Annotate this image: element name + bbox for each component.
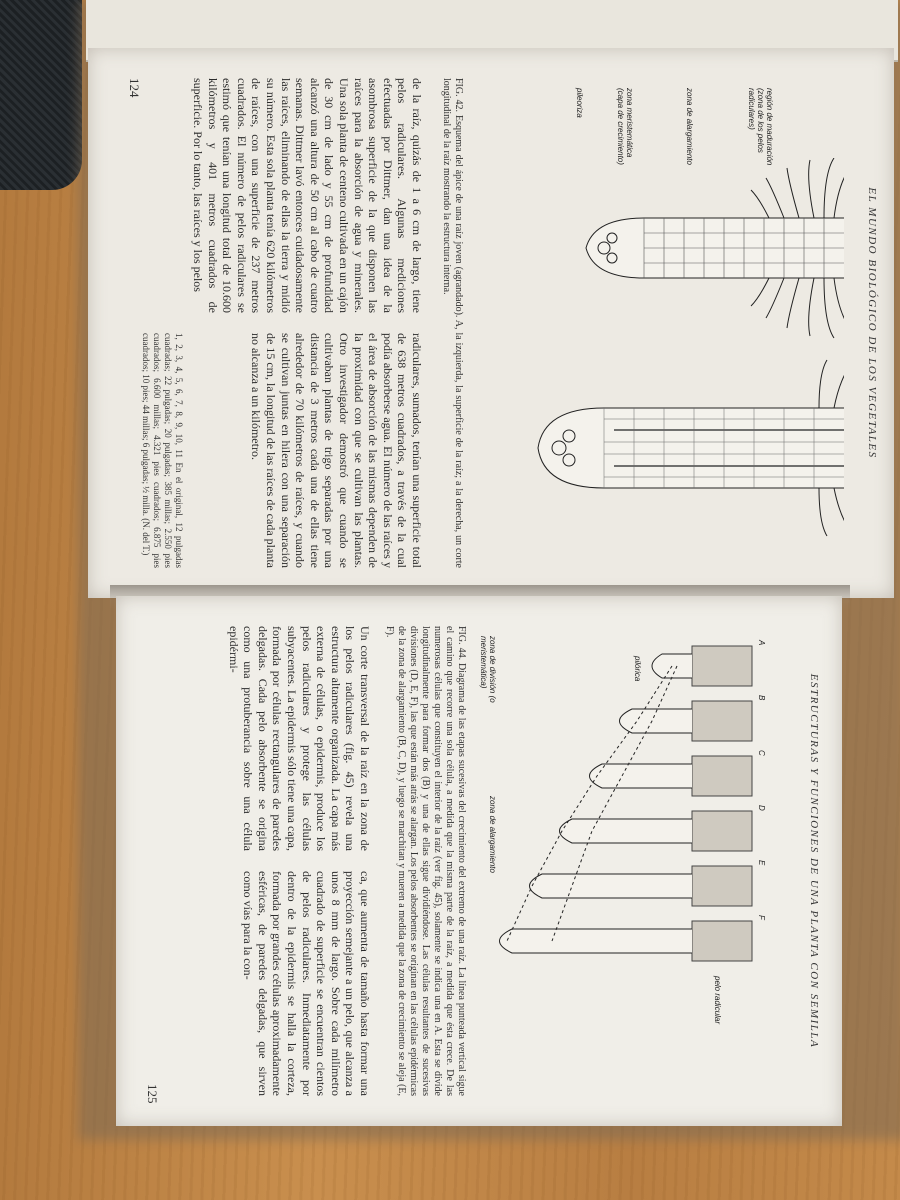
root-section-drawing xyxy=(538,360,844,536)
left-page xyxy=(88,48,894,598)
stage-d xyxy=(560,811,753,851)
footnote: 1, 2, 3, 4, 5, 6, 7, 8, 9, 10, 11 En el original, 12 pulgadas cuadradas; 22 pulgadas; 20 pulgadas; 385 millas; 2.550 pies cuadrados; 6.600 millas; 4.321 pies cuadrados; 6.875 pies cuadrados; 10 pies; 44 millas; 6 pulgadas; ½ milla. (N. del T.) xyxy=(141,333,184,568)
label-division-zone: zona de división (o meristemática) xyxy=(479,636,497,703)
figure-caption: FIG. 42. Esquema del ápice de una raíz joven (agrandado). A, la izquierda, la superficie de la raíz; a la derecha, un corte longitudinal de la raíz mostrando la estructura interna. xyxy=(441,78,464,568)
label-pileorhiza: pileoriza xyxy=(575,88,584,118)
right-page xyxy=(116,596,842,1126)
root-surface-drawing xyxy=(586,158,844,338)
stage-label-f: F xyxy=(757,915,766,920)
root-growth-stages-figure xyxy=(472,636,772,1096)
stage-label-d: D xyxy=(757,805,766,811)
label-root-hair: pelo radicular xyxy=(713,976,722,1025)
stage-a xyxy=(652,646,752,686)
text-column-2: radiculares, sumados, tenían una superficie total de 638 metros cuadrados, a través de la cual podía absorberse agua. El número de las raíces y el área de absorción de las mismas dependen de la proximidad con que se cultivan las plantas. Otro investigador demostró que cuando se cultivaban plantas de trigo separadas por una distancia de 3 metros cada una de ellas tiene alrededor de 70 kilómetros de raíces, y cuando se cultivan juntas en hilera con una separación de 15 cm, la longitud de las raíces de cada planta no alcanza a un kilómetro. xyxy=(249,333,424,568)
stage-e xyxy=(530,866,753,906)
label-elongation-zone: zona de alargamiento xyxy=(488,796,497,873)
stage-label-b: B xyxy=(757,695,766,701)
stage-label-e: E xyxy=(757,860,766,866)
running-head: EL MUNDO BIOLÓGICO DE LOS VEGETALES xyxy=(866,187,878,459)
stage-label-a: A xyxy=(757,640,766,646)
text-column-1: de la raíz, quizás de 1 a 6 cm de largo, tiene pelos radiculares. Algunas mediciones efectuadas por Dittmer, dan una idea de la asombrosa superficie de la que disponen las raíces para la absorción de agua y minerales. Una sola planta de centeno cultivada en un cajón de 30 cm de lado y 55 cm de profundidad alcanzó una altura de 50 cm al cabo de cuatro semanas. Dittmer lavó entonces cuidadosamente las raíces, eliminando de ellas la tierra y midió su número. Esta sola planta tenía 620 kilómetros de raíces, con una superficie de 237 metros cuadrados. El número de pelos radiculares se estimó que tenían una longitud total de 10.600 kilómetros y 401 metros cuadrados de superficie. Por lo tanto, las raíces y los pelos xyxy=(191,78,424,313)
figure-caption: FIG. 44. Diagrama de las etapas sucesivas del crecimiento del extremo de una raíz. La línea punteada vertical sigue el camino que recorre una sola célula, a medida que la misma parte de la raíz, a medida que ésta crece. De las numerosas células que constituyen el interior de la raíz (ver fig. 45), solamente se indica una en A. Esta se divide longitudinalmente para formar dos (B) y una de ellas sigue dividiéndose. Las células resultantes de sucesivas divisiones (D, E, F), las que están más atrás se alargan. Los pelos absorbentes se originan en las células epidérmicas de la zona de alargamiento (B, C, D), y luego se marchitan y mueren a medida que la zona de crecimiento se aleja (E, F). xyxy=(384,626,467,1096)
sweater-sleeve xyxy=(0,0,82,190)
label-pileorhiza: pilórica xyxy=(633,656,642,682)
text-column-1: Un corte transversal de la raíz en la zona de los pelos radiculares (fig. 45) revela una estructura altamente organizada. La capa más externa de células, o epidermis, produce los pelos radiculares y protege las células subyacentes. La epidermis sólo tiene una capa, formada por células rectangulares de paredes delgadas. Cada pelo absorbente se origina como una protuberancia sobre una célula epidérmi- xyxy=(226,626,372,851)
text-column-2: ca, que aumenta de tamaño hasta formar una proyección semejante a un pelo, que alcanza a unos 8 mm de largo. Sobre cada milímetro cuadrado de superficie se encuentran cientos de pelos radiculares. Inmediatamente por dentro de la epidermis se halla la corteza, formada por grandes células aproximadamente esféricas, de paredes delgadas, que sirven como vías para la con- xyxy=(241,871,372,1096)
left-page-content xyxy=(88,48,894,598)
stage-b xyxy=(620,701,753,741)
right-page-content xyxy=(116,596,842,1126)
stage-f xyxy=(500,921,753,961)
root-tip-figure xyxy=(474,158,844,578)
running-head: ESTRUCTURAS Y FUNCIONES DE UNA PLANTA CON SEMILLA xyxy=(808,673,820,1049)
page-number: 125 xyxy=(145,1084,160,1104)
page-number: 124 xyxy=(127,78,142,98)
label-elongation-zone: zona de alargamiento xyxy=(685,88,694,165)
label-maturation-zone: región de maduración (zona de los pelos radiculares) xyxy=(747,88,774,166)
stage-label-c: C xyxy=(757,750,766,756)
label-meristem-zone: zona meristemática (capa de crecimiento) xyxy=(616,88,634,165)
